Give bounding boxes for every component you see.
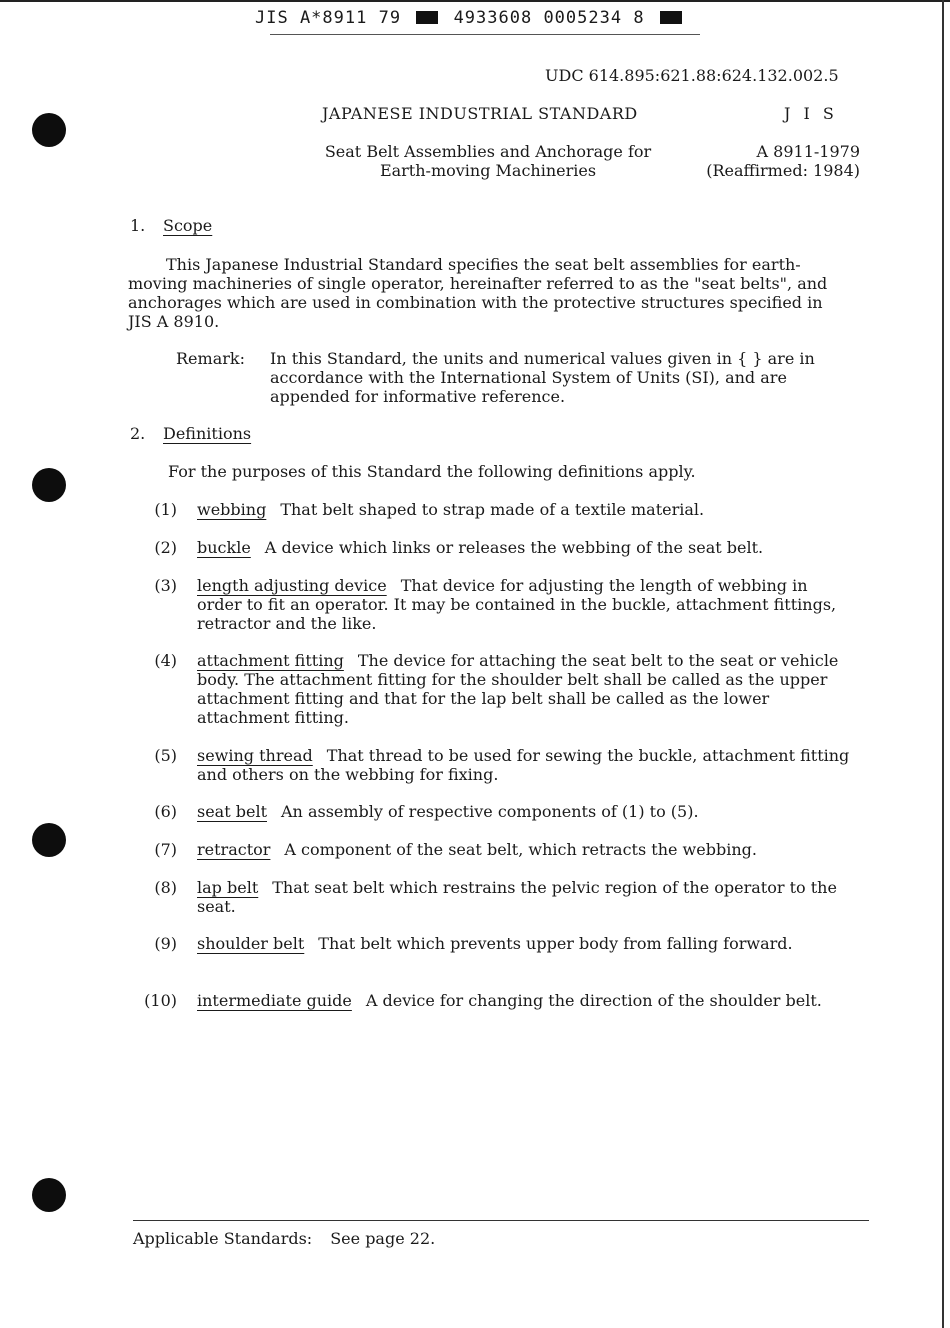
definition-item [140, 934, 850, 953]
punch-hole-1 [32, 113, 66, 147]
section-title: Definitions [163, 424, 252, 443]
remark-text: In this Standard, the units and numerical values given in { } are in accordance with the International System of Units (SI), and are appended for informative reference. [270, 349, 815, 406]
punch-hole-3 [32, 823, 66, 857]
document-title [300, 142, 676, 180]
definition-body [197, 500, 850, 519]
definition-term: attachment fitting [197, 651, 344, 670]
definition-number: (9) [154, 934, 177, 953]
definition-text: That device for adjusting the length of webbing in order to fit an operator. It may be contained in the buckle, attachment fittings, retractor and the like. [197, 576, 837, 633]
scope-paragraph: This Japanese Industrial Standard specifies the seat belt assemblies for earth-moving machineries of single operator, hereinafter referred to as the "seat belts", and anchorages which are used in combination with the protective structures specified in JIS A 8910. [128, 255, 828, 331]
definition-number: (6) [154, 802, 177, 821]
definition-item [140, 500, 850, 519]
definition-item [140, 878, 850, 916]
definition-number: (2) [154, 538, 177, 557]
definition-number: (8) [154, 878, 177, 897]
redaction-block [416, 11, 438, 24]
definition-body [197, 934, 850, 953]
definition-number: (5) [154, 746, 177, 765]
definition-term: webbing [197, 500, 267, 519]
title-line-2: Earth-moving Machineries [379, 161, 597, 180]
definition-item [140, 651, 850, 727]
section-heading-scope [130, 216, 212, 235]
definition-item [140, 746, 850, 784]
definition-text: An assembly of respective components of (1) to (5). [281, 802, 699, 821]
definition-item [140, 576, 850, 633]
definition-body [197, 538, 850, 557]
right-border [942, 0, 944, 1328]
definition-body [197, 840, 850, 859]
footer-label: Applicable Standards: [133, 1229, 313, 1248]
section-title: Scope [163, 216, 213, 235]
definition-body [197, 651, 850, 727]
definition-text: A component of the seat belt, which retracts the webbing. [284, 840, 757, 859]
punch-hole-2 [32, 468, 66, 502]
definition-number: (10) [144, 991, 177, 1010]
definition-term: intermediate guide [197, 991, 352, 1010]
definition-term: retractor [197, 840, 271, 859]
definition-item [140, 991, 850, 1010]
definition-body [197, 991, 850, 1010]
definition-number: (7) [154, 840, 177, 859]
definition-body [197, 746, 850, 784]
definition-term: seat belt [197, 802, 267, 821]
definition-number: (3) [154, 576, 177, 595]
standard-number: A 8911-1979 [756, 142, 860, 161]
definition-item [140, 538, 850, 557]
section-heading-definitions [130, 424, 251, 443]
definition-text: That belt which prevents upper body from falling forward. [318, 934, 793, 953]
header-rule [270, 34, 700, 35]
definition-body [197, 802, 850, 821]
punch-hole-4 [32, 1178, 66, 1212]
section-number: 2. [130, 424, 146, 443]
definition-text: The device for attaching the seat belt to the seat or vehicle body. The attachment fitting for the shoulder belt shall be called as the upper attachment fitting and that for the lap belt shall be called as the lower attachment fitting. [197, 651, 839, 727]
definition-text: That belt shaped to strap made of a textile material. [280, 500, 705, 519]
title-line-1: Seat Belt Assemblies and Anchorage for [324, 142, 652, 161]
definition-term: buckle [197, 538, 251, 557]
section-number: 1. [130, 216, 146, 235]
definition-text: A device which links or releases the webbing of the seat belt. [264, 538, 764, 557]
document-number [680, 142, 860, 180]
remark-label: Remark: [176, 349, 245, 368]
udc-number: UDC 614.895:621.88:624.132.002.5 [545, 66, 839, 85]
definition-item [140, 802, 850, 821]
standard-org: JAPANESE INDUSTRIAL STANDARD [322, 104, 638, 123]
definition-term: length adjusting device [197, 576, 387, 595]
footer [133, 1229, 435, 1248]
definition-term: shoulder belt [197, 934, 305, 953]
definition-text: That thread to be used for sewing the buckle, attachment fitting and others on the webbing for fixing. [197, 746, 850, 784]
footer-value: See page 22. [330, 1229, 436, 1248]
definition-term: sewing thread [197, 746, 313, 765]
definition-number: (1) [154, 500, 177, 519]
remark [176, 349, 856, 406]
top-border [0, 0, 950, 8]
standard-abbr: J I S [784, 104, 838, 123]
definition-body [197, 576, 850, 633]
definition-number: (4) [154, 651, 177, 670]
redaction-block [660, 11, 682, 24]
definition-item [140, 840, 850, 859]
definition-text: That seat belt which restrains the pelvic region of the operator to the seat. [197, 878, 837, 916]
catalog-code [255, 8, 686, 28]
footer-rule [133, 1220, 869, 1221]
reaffirmed-date: (Reaffirmed: 1984) [706, 161, 860, 180]
definition-text: A device for changing the direction of the shoulder belt. [365, 991, 822, 1010]
catalog-code-left: JIS A*8911 79 [255, 8, 402, 28]
catalog-code-right: 4933608 0005234 8 [453, 8, 645, 28]
definitions-intro: For the purposes of this Standard the following definitions apply. [168, 462, 696, 481]
definition-body [197, 878, 850, 916]
definition-term: lap belt [197, 878, 259, 897]
